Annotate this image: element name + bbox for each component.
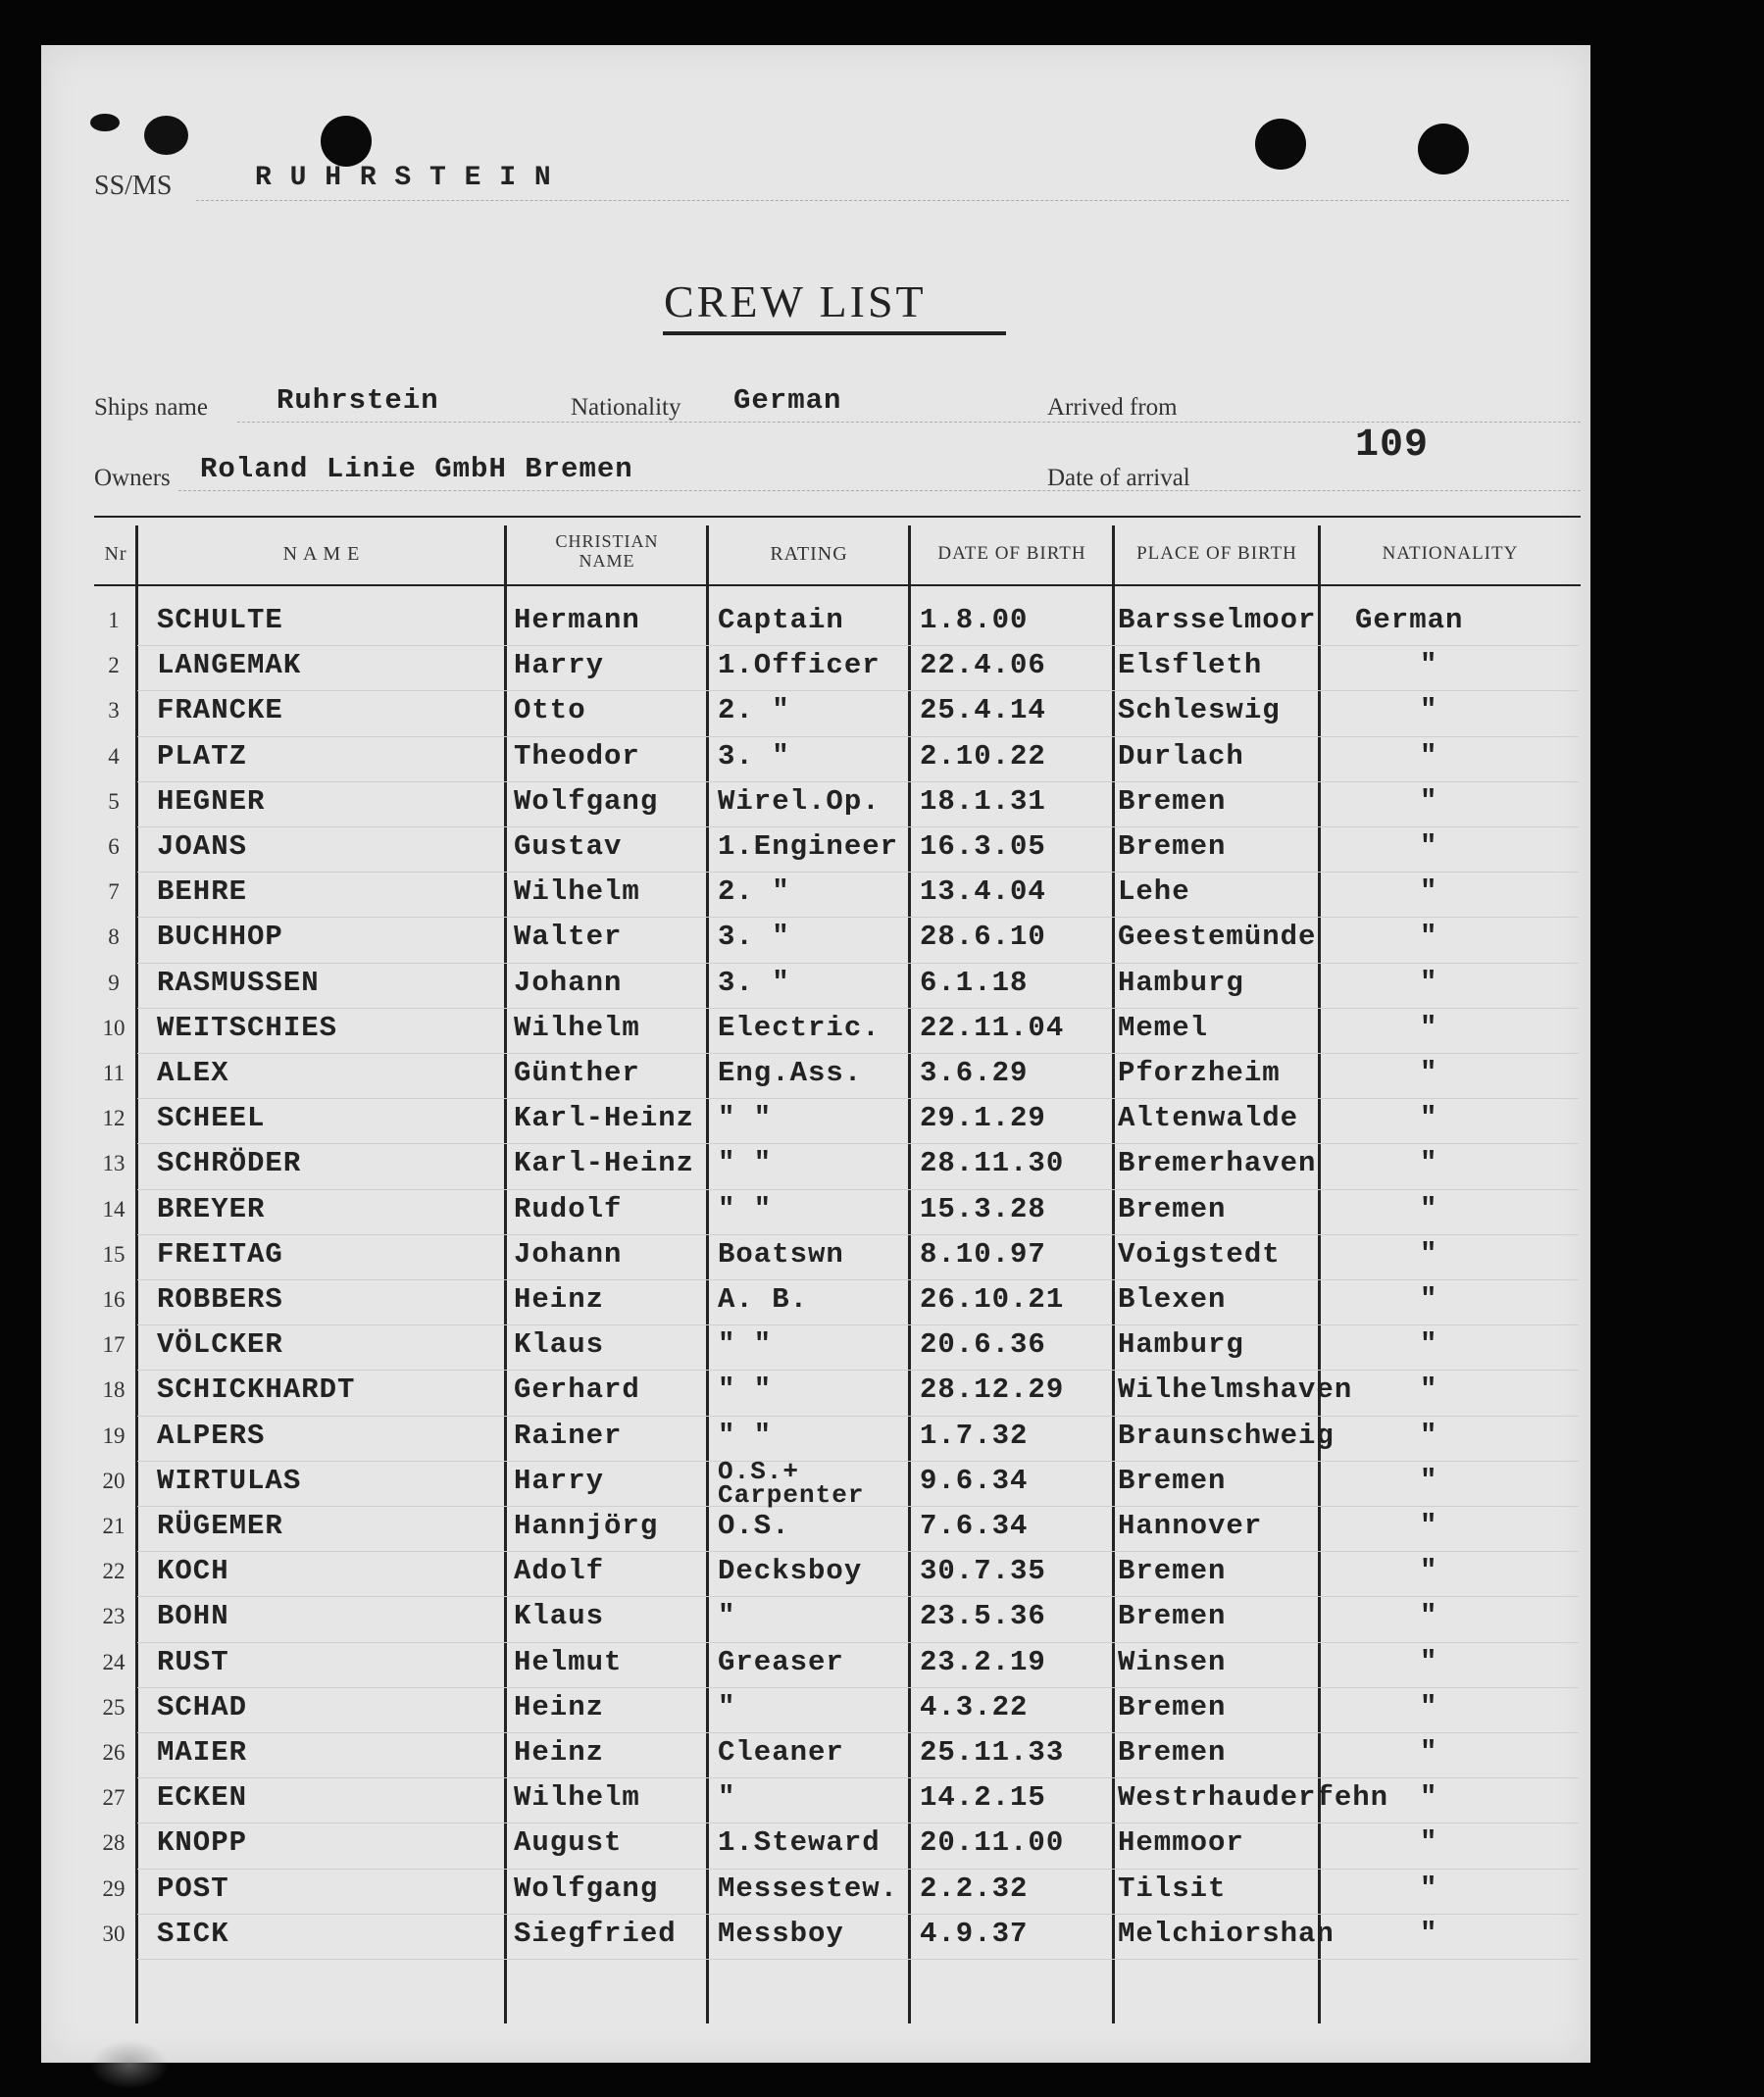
crew-place-of-birth: Bremerhaven <box>1118 1147 1317 1180</box>
crew-date-of-birth: 8.10.97 <box>920 1237 1046 1271</box>
crew-surname: VÖLCKER <box>157 1328 283 1362</box>
crew-surname: ALEX <box>157 1057 229 1089</box>
punch-hole <box>321 116 372 167</box>
crew-nationality: " <box>1420 875 1438 909</box>
crew-place-of-birth: Schleswig <box>1118 694 1281 727</box>
crew-christian-name: Siegfried <box>514 1917 677 1950</box>
row-number: 25 <box>102 1694 126 1720</box>
crew-surname: ALPERS <box>157 1419 266 1452</box>
table-row-rule <box>137 1324 1579 1325</box>
crew-place-of-birth: Pforzheim <box>1118 1057 1281 1089</box>
crew-date-of-birth: 25.11.33 <box>920 1736 1065 1769</box>
crew-nationality: " <box>1420 1237 1438 1271</box>
ships-name-line <box>237 422 1581 423</box>
crew-surname: BREYER <box>157 1192 266 1225</box>
crew-rating: 2. " <box>718 694 790 727</box>
table-row-rule <box>137 1777 1579 1778</box>
table-row-rule <box>137 736 1579 737</box>
row-number: 3 <box>108 698 120 724</box>
crew-place-of-birth: Hemmoor <box>1118 1826 1244 1860</box>
crew-nationality: " <box>1420 1690 1438 1723</box>
crew-surname: SCHEEL <box>157 1102 266 1135</box>
crew-surname: BOHN <box>157 1600 229 1633</box>
crew-place-of-birth: Memel <box>1118 1011 1209 1044</box>
col-header-dob: DATE OF BIRTH <box>937 543 1086 564</box>
crew-christian-name: Johann <box>514 1237 623 1271</box>
row-number: 19 <box>102 1423 126 1448</box>
crew-rating: Captain <box>718 604 844 636</box>
crew-rating: Messestew. <box>718 1872 899 1905</box>
crew-surname: ECKEN <box>157 1781 248 1815</box>
row-number: 8 <box>108 924 120 950</box>
owners-line <box>178 490 1581 491</box>
crew-christian-name: Gerhard <box>514 1373 640 1407</box>
crew-date-of-birth: 29.1.29 <box>920 1102 1046 1135</box>
crew-place-of-birth: Bremen <box>1118 784 1227 818</box>
crew-nationality: " <box>1420 1645 1438 1678</box>
crew-nationality: " <box>1420 1328 1438 1362</box>
crew-place-of-birth: Bremen <box>1118 830 1227 863</box>
crew-surname: RÜGEMER <box>157 1510 283 1542</box>
vessel-name-line <box>196 200 1569 201</box>
col-header-nationality: NATIONALITY <box>1382 543 1519 564</box>
nationality-value: German <box>733 384 842 417</box>
crew-christian-name: Johann <box>514 966 623 999</box>
crew-date-of-birth: 16.3.05 <box>920 830 1046 863</box>
crew-place-of-birth: Hamburg <box>1118 1328 1244 1362</box>
crew-rating: 3. " <box>718 921 790 954</box>
document-page <box>41 45 1590 2063</box>
crew-place-of-birth: Bremen <box>1118 1736 1227 1769</box>
crew-nationality: " <box>1420 1373 1438 1407</box>
crew-surname: KNOPP <box>157 1826 248 1860</box>
crew-rating: Cleaner <box>718 1736 844 1769</box>
crew-nationality: " <box>1420 739 1438 773</box>
table-row-rule <box>137 781 1579 782</box>
crew-place-of-birth: Voigstedt <box>1118 1237 1281 1271</box>
arrived-from-label: Arrived from <box>1047 394 1178 421</box>
crew-rating: 1.Engineer <box>718 830 899 863</box>
punch-hole <box>1418 124 1469 175</box>
crew-rating: Electric. <box>718 1011 881 1044</box>
crew-nationality: " <box>1420 921 1438 954</box>
crew-surname: JOANS <box>157 830 248 863</box>
crew-rating: " <box>718 1690 736 1723</box>
crew-place-of-birth: Bremen <box>1118 1192 1227 1225</box>
crew-surname: HEGNER <box>157 784 266 818</box>
crew-rating: " " <box>718 1419 773 1452</box>
ink-blot <box>144 116 188 155</box>
table-row-rule <box>137 826 1579 827</box>
crew-rating: Messboy <box>718 1917 844 1950</box>
crew-nationality: German <box>1355 604 1464 636</box>
crew-date-of-birth: 4.9.37 <box>920 1917 1029 1950</box>
title-underline <box>663 331 1006 335</box>
table-top-rule <box>94 516 1581 518</box>
crew-date-of-birth: 22.11.04 <box>920 1011 1065 1044</box>
table-row-rule <box>137 645 1579 646</box>
crew-date-of-birth: 9.6.34 <box>920 1464 1029 1497</box>
crew-date-of-birth: 15.3.28 <box>920 1192 1046 1225</box>
table-header-rule <box>94 584 1581 586</box>
row-number: 28 <box>102 1830 126 1856</box>
crew-nationality: " <box>1420 1917 1438 1950</box>
crew-place-of-birth: Bremen <box>1118 1600 1227 1633</box>
col-header-christian-2: NAME <box>579 551 635 571</box>
crew-nationality: " <box>1420 784 1438 818</box>
table-row-rule <box>137 1551 1579 1552</box>
crew-date-of-birth: 22.4.06 <box>920 649 1046 682</box>
crew-nationality: " <box>1420 1464 1438 1497</box>
crew-date-of-birth: 23.2.19 <box>920 1645 1046 1678</box>
crew-nationality: " <box>1420 1011 1438 1044</box>
crew-date-of-birth: 7.6.34 <box>920 1510 1029 1542</box>
table-row-rule <box>137 1822 1579 1823</box>
crew-surname: BEHRE <box>157 875 248 909</box>
ships-name-label: Ships name <box>94 394 208 421</box>
crew-christian-name: Klaus <box>514 1328 605 1362</box>
row-number: 24 <box>102 1649 126 1674</box>
col-header-rating: RATING <box>770 543 848 565</box>
crew-nationality: " <box>1420 649 1438 682</box>
crew-nationality: " <box>1420 1057 1438 1089</box>
crew-surname: BUCHHOP <box>157 921 283 954</box>
vessel-type-label: SS/MS <box>94 171 173 201</box>
crew-surname: RASMUSSEN <box>157 966 320 999</box>
crew-surname: PLATZ <box>157 739 248 773</box>
crew-date-of-birth: 2.10.22 <box>920 739 1046 773</box>
crew-place-of-birth: Bremen <box>1118 1690 1227 1723</box>
crew-rating: 1.Officer <box>718 649 881 682</box>
table-row-rule <box>137 1143 1579 1144</box>
crew-nationality: " <box>1420 830 1438 863</box>
col-rule <box>135 525 138 2023</box>
crew-place-of-birth: Braunschweig <box>1118 1419 1335 1452</box>
crew-date-of-birth: 18.1.31 <box>920 784 1046 818</box>
crew-rating: " <box>718 1781 736 1815</box>
ships-name-value: Ruhrstein <box>277 384 439 417</box>
crew-rating: " " <box>718 1147 773 1180</box>
crew-place-of-birth: Wilhelmshaven <box>1118 1373 1353 1407</box>
crew-rating: " " <box>718 1373 773 1407</box>
crew-rating: 2. " <box>718 875 790 909</box>
crew-christian-name: Helmut <box>514 1645 623 1678</box>
crew-place-of-birth: Barsselmoor <box>1118 604 1317 636</box>
crew-nationality: " <box>1420 1736 1438 1769</box>
crew-date-of-birth: 1.8.00 <box>920 604 1029 636</box>
crew-nationality: " <box>1420 1872 1438 1905</box>
row-number: 2 <box>108 653 120 678</box>
crew-surname: RUST <box>157 1645 229 1678</box>
crew-place-of-birth: Tilsit <box>1118 1872 1227 1905</box>
crew-date-of-birth: 30.7.35 <box>920 1555 1046 1588</box>
owners-value: Roland Linie GmbH Bremen <box>200 453 633 485</box>
crew-place-of-birth: Westrhauderfehn <box>1118 1781 1389 1815</box>
crew-date-of-birth: 13.4.04 <box>920 875 1046 909</box>
crew-surname: FRANCKE <box>157 694 283 727</box>
crew-place-of-birth: Melchiorshan <box>1118 1917 1335 1950</box>
row-number: 5 <box>108 788 120 814</box>
crew-nationality: " <box>1420 694 1438 727</box>
crew-christian-name: Wilhelm <box>514 875 640 909</box>
crew-surname: SCHRÖDER <box>157 1147 302 1180</box>
row-number: 4 <box>108 743 120 769</box>
crew-place-of-birth: Durlach <box>1118 739 1244 773</box>
crew-nationality: " <box>1420 1555 1438 1588</box>
table-row-rule <box>137 1596 1579 1597</box>
crew-nationality: " <box>1420 1826 1438 1860</box>
crew-christian-name: Harry <box>514 649 605 682</box>
crew-date-of-birth: 14.2.15 <box>920 1781 1046 1815</box>
crew-christian-name: Karl-Heinz <box>514 1147 695 1180</box>
crew-rating: 1.Steward <box>718 1826 881 1860</box>
crew-surname: SCHULTE <box>157 604 283 636</box>
row-number: 10 <box>102 1015 126 1040</box>
crew-surname: WEITSCHIES <box>157 1011 338 1044</box>
row-number: 27 <box>102 1785 126 1811</box>
crew-christian-name: Heinz <box>514 1736 605 1769</box>
punch-hole <box>1255 119 1306 170</box>
crew-surname: LANGEMAK <box>157 649 302 682</box>
crew-nationality: " <box>1420 1510 1438 1542</box>
crew-date-of-birth: 1.7.32 <box>920 1419 1029 1452</box>
crew-christian-name: Gustav <box>514 830 623 863</box>
crew-place-of-birth: Altenwalde <box>1118 1102 1299 1135</box>
crew-date-of-birth: 25.4.14 <box>920 694 1046 727</box>
crew-christian-name: Hermann <box>514 604 640 636</box>
table-row-rule <box>137 1687 1579 1688</box>
table-row-rule <box>137 1461 1579 1462</box>
crew-christian-name: Harry <box>514 1464 605 1497</box>
table-row-rule <box>137 1416 1579 1417</box>
col-rule <box>1112 525 1115 2023</box>
crew-surname: SICK <box>157 1917 229 1950</box>
row-number: 16 <box>102 1287 126 1312</box>
row-number: 14 <box>102 1196 126 1222</box>
crew-rating: " " <box>718 1328 773 1362</box>
crew-rating: " " <box>718 1102 773 1135</box>
crew-place-of-birth: Blexen <box>1118 1283 1227 1316</box>
row-number: 21 <box>102 1514 126 1538</box>
crew-surname: SCHICKHARDT <box>157 1373 356 1407</box>
vessel-name-typed: R U H R S T E I N <box>255 163 552 193</box>
crew-christian-name: Hannjörg <box>514 1510 659 1542</box>
crew-rating: Greaser <box>718 1645 844 1678</box>
table-row-rule <box>137 1234 1579 1235</box>
crew-surname: SCHAD <box>157 1690 248 1723</box>
crew-christian-name: Karl-Heinz <box>514 1102 695 1135</box>
crew-rating: O.S.+ <box>718 1456 800 1486</box>
crew-christian-name: Adolf <box>514 1555 605 1588</box>
table-row-rule <box>137 1959 1579 1960</box>
crew-place-of-birth: Hannover <box>1118 1510 1263 1542</box>
crew-rating: Decksboy <box>718 1555 863 1588</box>
crew-date-of-birth: 20.11.00 <box>920 1826 1065 1860</box>
crew-place-of-birth: Lehe <box>1118 875 1190 909</box>
col-rule <box>504 525 507 2023</box>
row-number: 1 <box>108 608 120 632</box>
table-row-rule <box>137 1098 1579 1099</box>
crew-christian-name: Rainer <box>514 1419 623 1452</box>
table-row-rule <box>137 1642 1579 1643</box>
col-header-pob: PLACE OF BIRTH <box>1136 543 1297 564</box>
crew-rating: Boatswn <box>718 1237 844 1271</box>
ink-blot <box>90 114 120 131</box>
table-row-rule <box>137 963 1579 964</box>
crew-surname: POST <box>157 1872 229 1905</box>
crew-rating: 3. " <box>718 966 790 999</box>
table-row-rule <box>137 1279 1579 1280</box>
crew-date-of-birth: 28.12.29 <box>920 1373 1065 1407</box>
nationality-label: Nationality <box>571 394 681 421</box>
table-row-rule <box>137 917 1579 918</box>
row-number: 20 <box>102 1468 126 1493</box>
col-header-name: N A M E <box>282 543 361 565</box>
row-number: 18 <box>102 1377 126 1403</box>
crew-nationality: " <box>1420 1600 1438 1633</box>
row-number: 22 <box>102 1559 126 1584</box>
owners-label: Owners <box>94 465 171 491</box>
crew-rating: O.S. <box>718 1510 790 1542</box>
crew-date-of-birth: 4.3.22 <box>920 1690 1029 1723</box>
row-number: 6 <box>108 834 120 859</box>
table-row-rule <box>137 872 1579 873</box>
page-title: CREW LIST <box>664 276 927 326</box>
crew-surname: MAIER <box>157 1736 248 1769</box>
crew-christian-name: Wilhelm <box>514 1781 640 1815</box>
crew-date-of-birth: 3.6.29 <box>920 1057 1029 1089</box>
row-number: 11 <box>102 1061 126 1085</box>
crew-rating: " <box>718 1600 736 1633</box>
row-number: 23 <box>102 1604 126 1629</box>
crew-place-of-birth: Elsfleth <box>1118 649 1263 682</box>
row-number: 29 <box>102 1875 126 1901</box>
table-row-rule <box>137 1914 1579 1915</box>
crew-place-of-birth: Bremen <box>1118 1464 1227 1497</box>
col-header-nr: Nr <box>104 543 127 565</box>
smudge <box>90 2040 169 2089</box>
crew-rating-line2: Carpenter <box>718 1479 865 1510</box>
crew-christian-name: Otto <box>514 694 586 727</box>
col-rule <box>908 525 911 2023</box>
table-row-rule <box>137 1869 1579 1870</box>
crew-place-of-birth: Bremen <box>1118 1555 1227 1588</box>
row-number: 30 <box>102 1921 126 1946</box>
crew-rating: Eng.Ass. <box>718 1057 863 1089</box>
crew-surname: WIRTULAS <box>157 1464 302 1497</box>
crew-nationality: " <box>1420 966 1438 999</box>
crew-place-of-birth: Geestemünde <box>1118 921 1317 954</box>
crew-date-of-birth: 23.5.36 <box>920 1600 1046 1633</box>
crew-surname: FREITAG <box>157 1237 283 1271</box>
crew-date-of-birth: 26.10.21 <box>920 1283 1065 1316</box>
crew-nationality: " <box>1420 1283 1438 1316</box>
row-number: 15 <box>102 1241 126 1267</box>
crew-christian-name: Theodor <box>514 739 640 773</box>
crew-date-of-birth: 20.6.36 <box>920 1328 1046 1362</box>
col-rule <box>706 525 709 2023</box>
crew-christian-name: Klaus <box>514 1600 605 1633</box>
crew-date-of-birth: 28.6.10 <box>920 921 1046 954</box>
crew-christian-name: Wolfgang <box>514 1872 659 1905</box>
crew-nationality: " <box>1420 1147 1438 1180</box>
crew-christian-name: Günther <box>514 1057 640 1089</box>
row-number: 13 <box>102 1151 126 1176</box>
table-row-rule <box>137 1053 1579 1054</box>
row-number: 12 <box>102 1106 126 1131</box>
table-row-rule <box>137 1189 1579 1190</box>
crew-christian-name: Heinz <box>514 1690 605 1723</box>
crew-date-of-birth: 28.11.30 <box>920 1147 1065 1180</box>
crew-place-of-birth: Hamburg <box>1118 966 1244 999</box>
crew-nationality: " <box>1420 1419 1438 1452</box>
crew-nationality: " <box>1420 1781 1438 1815</box>
row-number: 17 <box>102 1332 126 1358</box>
col-header-christian-1: CHRISTIAN <box>555 531 659 551</box>
row-number: 9 <box>108 970 120 995</box>
crew-rating: " " <box>718 1192 773 1225</box>
crew-surname: KOCH <box>157 1555 229 1588</box>
table-row-rule <box>137 1732 1579 1733</box>
crew-date-of-birth: 2.2.32 <box>920 1872 1029 1905</box>
crew-nationality: " <box>1420 1102 1438 1135</box>
crew-place-of-birth: Winsen <box>1118 1645 1227 1678</box>
table-row-rule <box>137 690 1579 691</box>
crew-date-of-birth: 6.1.18 <box>920 966 1029 999</box>
crew-christian-name: Wolfgang <box>514 784 659 818</box>
row-number: 7 <box>108 879 120 905</box>
crew-surname: ROBBERS <box>157 1283 283 1316</box>
crew-christian-name: Heinz <box>514 1283 605 1316</box>
crew-christian-name: August <box>514 1826 623 1860</box>
crew-rating: 3. " <box>718 739 790 773</box>
table-row-rule <box>137 1370 1579 1371</box>
table-row-rule <box>137 1008 1579 1009</box>
crew-christian-name: Rudolf <box>514 1192 623 1225</box>
crew-rating: A. B. <box>718 1283 809 1316</box>
row-number: 26 <box>102 1740 126 1765</box>
page-number: 109 <box>1355 424 1430 468</box>
date-of-arrival-label: Date of arrival <box>1047 465 1190 491</box>
crew-rating: Wirel.Op. <box>718 784 881 818</box>
crew-christian-name: Walter <box>514 921 623 954</box>
crew-christian-name: Wilhelm <box>514 1011 640 1044</box>
crew-nationality: " <box>1420 1192 1438 1225</box>
